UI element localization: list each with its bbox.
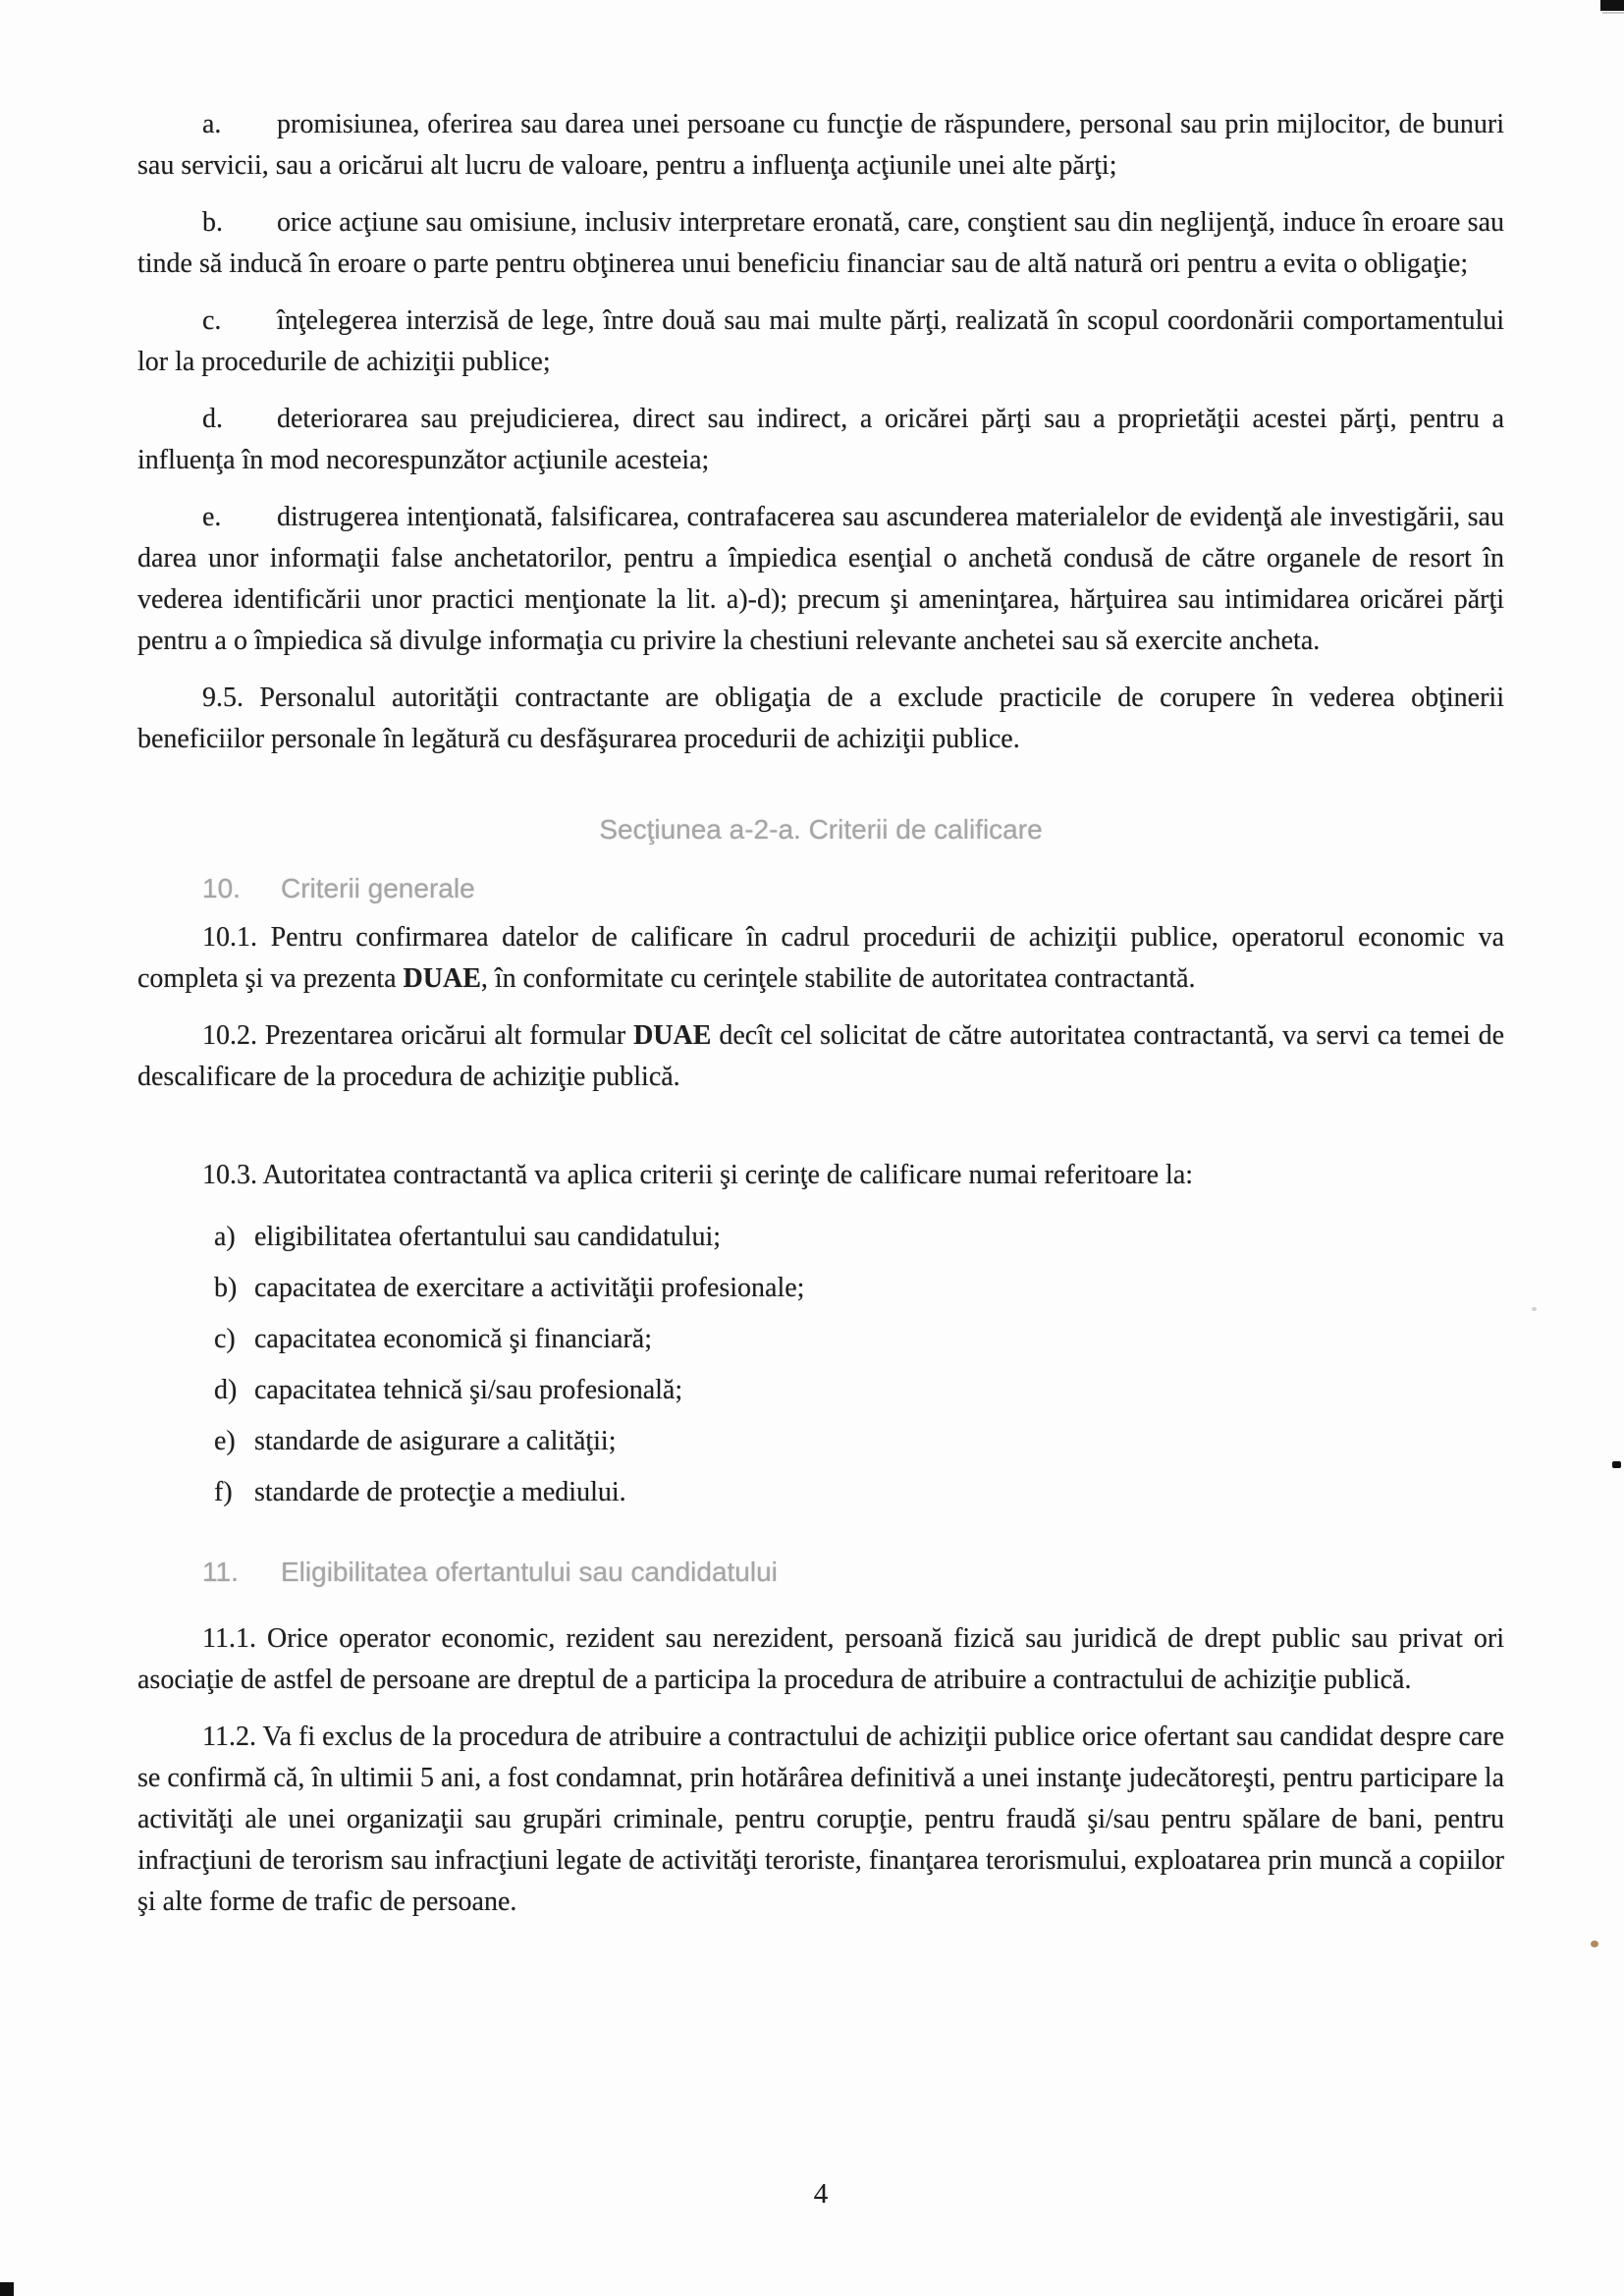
list-marker: e) <box>214 1426 236 1456</box>
section-2-header: Secţiunea a-2-a. Criterii de calificare <box>599 814 1043 845</box>
criteria-item <box>214 1212 1504 1263</box>
paragraph-11-1: 11.1. Orice operator economic, rezident sau nerezident, persoană fizică sau juridică de drept public sau privat ori asociaţie de astfel de persoane are dreptul de a participa la procedura de atribuire a contractului de achiziţie publică. <box>137 1623 1504 1695</box>
heading-10 <box>137 868 1504 909</box>
scan-speck <box>1591 1941 1598 1947</box>
criteria-list <box>137 1212 1504 1518</box>
paragraph-10-1-text: 10.1. Pentru confirmarea datelor de calificare în cadrul procedurii de achiziţii publice, operatorul economic va completa şi va prezenta <box>137 922 1504 994</box>
criteria-item-text: capacitatea de exercitare a activităţii profesionale; <box>254 1273 805 1303</box>
criteria-item <box>214 1365 1504 1416</box>
clause-c-text: înţelegerea interzisă de lege, între două sau mai multe părţi, realizată în scopul coordonării comportamentului lor la procedurile de achiziţii publice; <box>137 305 1504 377</box>
list-marker: d) <box>214 1375 238 1405</box>
clause-d-paragraph <box>137 399 1504 481</box>
document-content <box>137 0 1504 1939</box>
heading-11 <box>137 1552 1504 1593</box>
criteria-item <box>214 1467 1504 1518</box>
clause-e-text: distrugerea intenţionată, falsificarea, contrafacerea sau ascunderea materialelor de evidenţă ale investigării, sau darea unor informaţii false anchetatorilor, pentru a împiedica esenţial o anchetă condusă de către organele de resort în vederea identificării unor practici menţionate la lit. a)-d); precum şi ameninţarea, hărţuirea sau intimidarea oricărei părţi pentru a o împiedica să divulge informaţia cu privire la chestiuni relevante anchetei sau să exercite ancheta. <box>137 502 1504 656</box>
criteria-item <box>214 1416 1504 1467</box>
clause-c-paragraph <box>137 301 1504 383</box>
list-marker: a) <box>214 1222 236 1252</box>
scan-speck <box>1612 1461 1621 1468</box>
criteria-item <box>214 1314 1504 1365</box>
clause-a-text: promisiunea, oferirea sau darea unei persoane cu funcţie de răspundere, personal sau prin mijlocitor, de bunuri sau servicii, sau a oricărui alt lucru de valoare, pentru a influenţa acţiunile unei alte părţi; <box>137 109 1504 181</box>
paragraph-11-2: 11.2. Va fi exclus de la procedura de atribuire a contractului de achiziţii publice orice ofertant sau candidat despre care se confirmă că, în ultimii 5 ani, a fost condamnat, prin hotărârea definitivă a unei instanţe judecătoreşti, pentru participare la activităţi ale unei organizaţii sau grupări criminale, pentru corupţie, pentru fraudă şi/sau pentru spălare de bani, pentru infracţiuni de terorism sau infracţiuni legate de activităţi teroriste, finanţarea terorismului, exploatarea prin muncă a copiilor şi alte forme de trafic de persoane. <box>137 1722 1504 1917</box>
heading-10-title: Criterii generale <box>281 873 475 903</box>
clause-b-text: orice acţiune sau omisiune, inclusiv interpretare eronată, care, conştient sau din neglijenţă, induce în eroare sau tinde să inducă în eroare o parte pentru obţinerea unui beneficiu financiar sau de altă natură ori pentru a evita o obligaţie; <box>137 207 1504 279</box>
list-marker: f) <box>214 1477 233 1507</box>
page-number: 4 <box>813 2178 829 2210</box>
clause-c-marker: c. <box>202 305 222 336</box>
scan-artifact-top-right-shadow <box>1602 12 1624 14</box>
criteria-item-text: eligibilitatea ofertantului sau candidatului; <box>254 1222 722 1252</box>
paragraph-10-1-text-after: , în conformitate cu cerinţele stabilite de autoritatea contractantă. <box>480 963 1196 994</box>
clause-d-text: deteriorarea sau prejudicierea, direct sau indirect, a oricărei părţi sau a proprietăţii acestei părţi, pentru a influenţa în mod necorespunzător acţiunile acesteia; <box>137 404 1504 475</box>
scan-speck <box>1532 1307 1537 1311</box>
list-marker: c) <box>214 1324 236 1354</box>
clause-9-5-paragraph: 9.5. Personalul autorităţii contractante are obligaţia de a exclude practicile de corupere în vederea obţinerii beneficiilor personale în legătură cu desfăşurarea procedurii de achiziţii publice. <box>137 683 1504 754</box>
clause-a-marker: a. <box>202 109 222 139</box>
criteria-item-text: capacitatea economică şi financiară; <box>254 1324 652 1354</box>
criteria-item-text: capacitatea tehnică şi/sau profesională; <box>254 1375 683 1405</box>
clause-b-marker: b. <box>202 207 223 238</box>
paragraph-10-2 <box>137 1015 1504 1098</box>
paragraph-10-2-text: 10.2. Prezentarea oricărui alt formular <box>202 1020 634 1051</box>
heading-10-number: 10. <box>202 873 241 903</box>
list-marker: b) <box>214 1273 238 1303</box>
clause-b-paragraph <box>137 202 1504 285</box>
heading-11-title: Eligibilitatea ofertantului sau candidatului <box>281 1557 778 1587</box>
duae-term: DUAE <box>403 963 481 994</box>
scan-artifact-bottom-left <box>0 2282 14 2296</box>
paragraph-10-1 <box>137 917 1504 1000</box>
criteria-item-text: standarde de asigurare a calităţii; <box>254 1426 617 1456</box>
heading-11-number: 11. <box>202 1557 239 1587</box>
duae-term: DUAE <box>633 1020 712 1051</box>
paragraph-10-3: 10.3. Autoritatea contractantă va aplica criterii şi cerinţe de calificare numai referitoare la: <box>202 1160 1194 1190</box>
criteria-item <box>214 1263 1504 1314</box>
criteria-item-text: standarde de protecţie a mediului. <box>254 1477 626 1507</box>
scan-artifact-top-right <box>1600 0 1624 11</box>
clause-a-paragraph <box>137 104 1504 187</box>
clause-e-marker: e. <box>202 502 222 532</box>
clause-e-paragraph <box>137 497 1504 662</box>
paragraph-10-2-text-after: decît cel solicitat de către autoritatea contractantă, va servi ca temei de descalificare de la procedura de achiziţie publică. <box>137 1020 1505 1092</box>
clause-d-marker: d. <box>202 404 223 434</box>
